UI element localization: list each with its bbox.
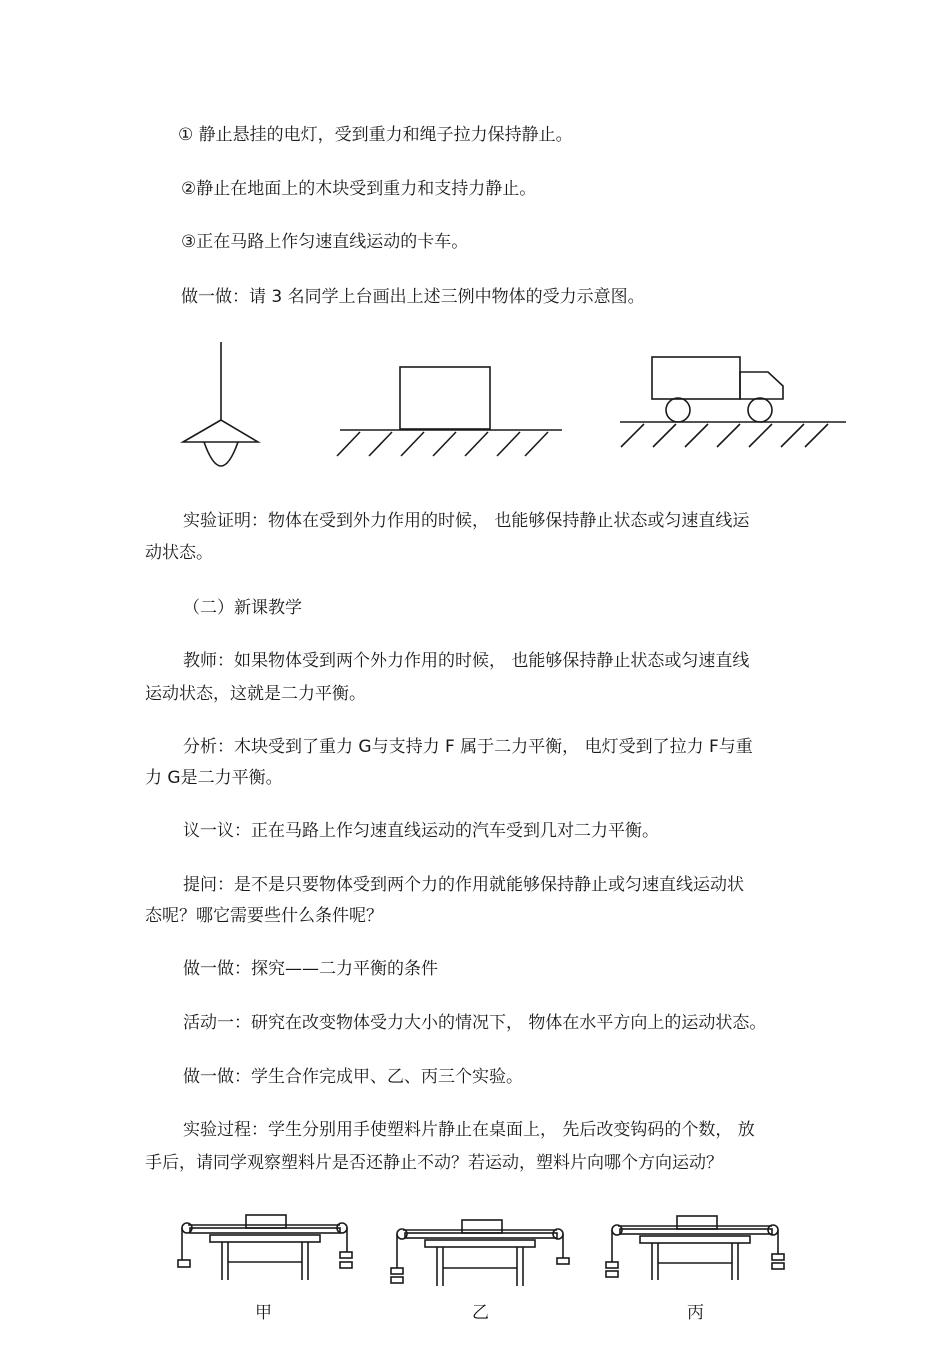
para-block: ②静止在地面上的木块受到重力和支持力静止。 (181, 179, 537, 199)
para-teacher-line2: 运动状态，这就是二力平衡。 (145, 684, 366, 704)
para-teacher-line1: 教师：如果物体受到两个外力作用的时候， 也能够保持静止状态或匀速直线 (183, 651, 750, 671)
para-activity-1: 活动一：研究在改变物体受力大小的情况下， 物体在水平方向上的运动状态。 (183, 1013, 767, 1033)
para-conclusion-line1: 实验证明：物体在受到外力作用的时候， 也能够保持静止状态或匀速直线运 (183, 511, 750, 531)
para-truck: ③正在马路上作匀速直线运动的卡车。 (181, 232, 469, 252)
experiment-table-jia (178, 1215, 352, 1280)
para-question-line1: 提问：是不是只要物体受到两个力的作用就能够保持静止或匀速直线运动状 (183, 875, 744, 895)
para-analysis-line2: 力 G是二力平衡。 (145, 768, 283, 788)
hanging-lamp-figure (183, 342, 258, 466)
section-heading: （二）新课教学 (183, 598, 302, 618)
para-discuss: 议一议：正在马路上作匀速直线运动的汽车受到几对二力平衡。 (183, 821, 659, 841)
para-do-it-1: 做一做：请 3 名同学上台画出上述三例中物体的受力示意图。 (181, 287, 645, 307)
para-analysis-line1: 分析：木块受到了重力 G与支持力 F 属于二力平衡， 电灯受到了拉力 F与重 (183, 737, 753, 757)
experiment-table-yi (391, 1220, 569, 1286)
figure-label-bing: 丙 (687, 1303, 704, 1323)
para-lamp: ① 静止悬挂的电灯，受到重力和绳子拉力保持静止。 (178, 125, 573, 145)
para-process-line2: 手后，请同学观察塑料片是否还静止不动？若运动，塑料片向哪个方向运动？ (145, 1153, 723, 1173)
para-process-line1: 实验过程：学生分别用手使塑料片静止在桌面上， 先后改变钩码的个数， 放 (183, 1120, 755, 1140)
experiment-table-bing (606, 1216, 784, 1280)
para-do-it-3: 做一做：学生合作完成甲、乙、丙三个实验。 (183, 1067, 523, 1087)
figure-label-yi: 乙 (472, 1303, 489, 1323)
para-conclusion-line2: 动状态。 (145, 543, 213, 563)
para-question-line2: 态呢？哪它需要些什么条件呢？ (145, 906, 383, 926)
para-do-it-2: 做一做：探究——二力平衡的条件 (183, 959, 438, 979)
block-on-ground-figure (337, 367, 562, 456)
figure-label-jia: 甲 (255, 1303, 272, 1323)
truck-on-road-figure (620, 357, 846, 447)
